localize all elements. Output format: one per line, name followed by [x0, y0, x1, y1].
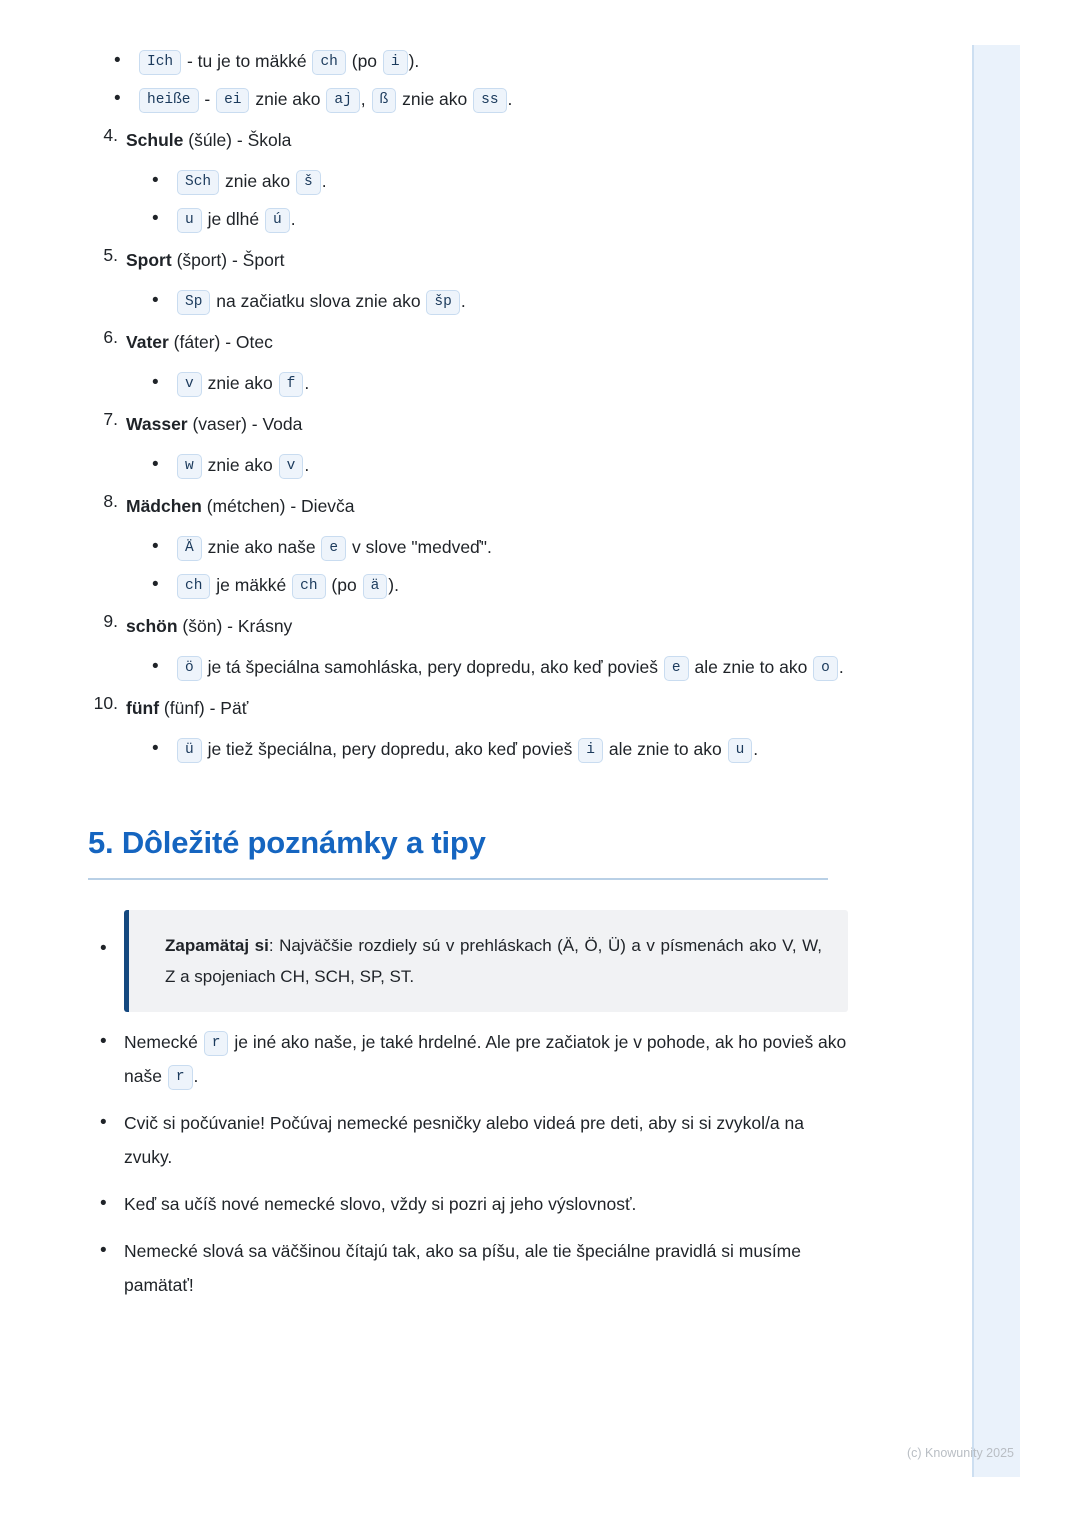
code-chip: aj: [326, 88, 359, 113]
code-chip: š: [296, 170, 321, 195]
code-chip: ch: [292, 574, 325, 599]
list-item: • Ich - tu je to mäkké ch (po i ).: [88, 44, 848, 78]
list-item: • Cvič si počúvanie! Počúvaj nemecké pesničky alebo videá pre deti, aby si si zvykol/a na zvuky.: [88, 1106, 848, 1174]
vocab-entry-head: schön (šön) - Krásny: [126, 616, 293, 636]
page-right-margin-strip: [974, 45, 1020, 1477]
callout-lead: Zapamätaj si: [165, 936, 269, 955]
vocab-rule-list: [126, 650, 848, 684]
code-chip: ei: [216, 88, 249, 113]
code-chip: w: [177, 454, 202, 479]
vocab-entry-head: Sport (šport) - Šport: [126, 250, 285, 270]
list-item: • Ä znie ako naše e v slove "medveď".: [126, 530, 848, 564]
list-number: 10.: [93, 693, 118, 713]
code-chip: ss: [473, 88, 506, 113]
list-item: • ö je tá špeciálna samohláska, pery dopredu, ako keď povieš e ale znie to ako o .: [126, 650, 848, 684]
list-item: • u je dlhé ú .: [126, 202, 848, 236]
list-item: • Nemecké r je iné ako naše, je také hrdelné. Ale pre začiatok je v pohode, ak ho povieš ako naše r .: [88, 1025, 848, 1093]
vocab-entry-head: Wasser (vaser) - Voda: [126, 414, 303, 434]
german-word: Sport: [126, 250, 172, 270]
list-number: 6.: [103, 327, 118, 347]
section-divider: [88, 878, 828, 880]
vocab-entry: [88, 486, 848, 602]
callout-box: • Zapamätaj si: Najväčšie rozdiely sú v prehláskach (Ä, Ö, Ü) a v písmenách ako V, W, Z a spojeniach CH, SCH, SP, ST.: [124, 910, 848, 1012]
code-chip: f: [279, 372, 304, 397]
vocab-entry-head: Mädchen (métchen) - Dievča: [126, 496, 355, 516]
code-chip: Ich: [139, 50, 181, 75]
copyright-footer: (c) Knowunity 2025: [906, 1446, 1014, 1460]
vocab-entry-head: Schule (šúle) - Škola: [126, 130, 292, 150]
code-chip: ú: [265, 208, 290, 233]
german-word: Schule: [126, 130, 184, 150]
german-word: Mädchen: [126, 496, 202, 516]
vocab-entry: [88, 606, 848, 684]
vocab-rule-list: [126, 366, 848, 400]
section-heading: 5. Dôležité poznámky a tipy: [88, 825, 486, 860]
code-chip: e: [664, 656, 689, 681]
notes-list: [88, 910, 848, 1302]
code-chip: o: [813, 656, 838, 681]
code-chip: ä: [363, 574, 388, 599]
german-word: Vater: [126, 332, 169, 352]
top-bullet-list: [88, 44, 848, 116]
code-chip: ch: [312, 50, 345, 75]
code-chip: v: [177, 372, 202, 397]
code-chip: Sp: [177, 290, 210, 315]
list-item: • Sp na začiatku slova znie ako šp .: [126, 284, 848, 318]
list-item: • v znie ako f .: [126, 366, 848, 400]
code-chip: Sch: [177, 170, 219, 195]
german-word: fünf: [126, 698, 160, 718]
vocab-entry-head: Vater (fáter) - Otec: [126, 332, 273, 352]
list-item: • ü je tiež špeciálna, pery dopredu, ako keď povieš i ale znie to ako u .: [126, 732, 848, 766]
list-number: 7.: [103, 409, 118, 429]
code-chip: i: [578, 738, 603, 763]
code-chip: heiße: [139, 88, 199, 113]
code-chip: v: [279, 454, 304, 479]
code-chip: e: [321, 536, 346, 561]
list-number: 4.: [103, 125, 118, 145]
code-chip: ß: [372, 88, 397, 113]
vocab-rule-list: [126, 448, 848, 482]
callout-list-item: [88, 910, 848, 1012]
list-number: 9.: [103, 611, 118, 631]
code-chip: Ä: [177, 536, 202, 561]
vocab-entry: [88, 404, 848, 482]
code-chip: i: [383, 50, 408, 75]
vocab-entry: [88, 322, 848, 400]
list-item: • Nemecké slová sa väčšinou čítajú tak, ako sa píšu, ale tie špeciálne pravidlá si musíme pamätať!: [88, 1234, 848, 1302]
vocab-entry-head: fünf (fünf) - Päť: [126, 698, 249, 718]
vocab-rule-list: [126, 284, 848, 318]
document-content: [88, 40, 848, 1315]
code-chip: ch: [177, 574, 210, 599]
list-number: 8.: [103, 491, 118, 511]
code-chip: ü: [177, 738, 202, 763]
vocab-rule-list: [126, 530, 848, 602]
code-chip: r: [168, 1065, 193, 1090]
german-word: Wasser: [126, 414, 188, 434]
vocab-rule-list: [126, 164, 848, 236]
code-chip: r: [204, 1031, 229, 1056]
list-item: • ch je mäkké ch (po ä ).: [126, 568, 848, 602]
vocab-entry: [88, 120, 848, 236]
vocab-entry: [88, 240, 848, 318]
code-chip: u: [728, 738, 753, 763]
list-item: • heiße - ei znie ako aj , ß znie ako ss .: [88, 82, 848, 116]
list-item: • Keď sa učíš nové nemecké slovo, vždy si pozri aj jeho výslovnosť.: [88, 1187, 848, 1221]
code-chip: u: [177, 208, 202, 233]
vocab-entry: [88, 688, 848, 766]
vocab-rule-list: [126, 732, 848, 766]
code-chip: šp: [426, 290, 459, 315]
german-word: schön: [126, 616, 178, 636]
list-item: • w znie ako v .: [126, 448, 848, 482]
list-item: • Sch znie ako š .: [126, 164, 848, 198]
numbered-word-list: [88, 120, 848, 766]
code-chip: ö: [177, 656, 202, 681]
list-number: 5.: [103, 245, 118, 265]
